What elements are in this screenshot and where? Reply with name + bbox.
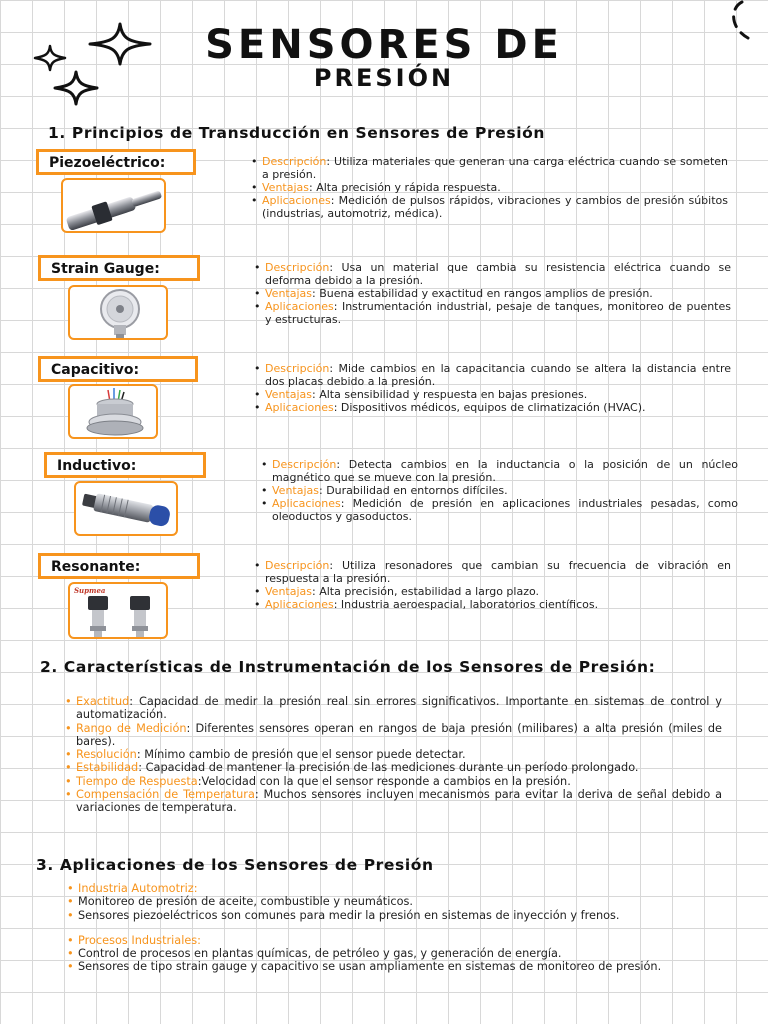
applications-list (78, 882, 722, 974)
list-item (76, 775, 722, 788)
vent-text: : Durabilidad en entornos difíciles. (319, 484, 508, 497)
item-text: : Diferentes sensores operan en rangos de baja presión (milibares) a alta presión (miles de bares). (76, 721, 722, 748)
desc-key: Descripción (265, 559, 330, 572)
vent-text: : Alta sensibilidad y respuesta en bajas presiones. (312, 388, 588, 401)
sensor-desc-strain-gauge (265, 261, 731, 326)
apl-text: : Instrumentación industrial, pesaje de tanques, monitoreo de puentes y estructuras. (265, 300, 731, 326)
desc-key: Descripción (265, 362, 330, 375)
characteristics-list (76, 695, 722, 815)
list-item (76, 722, 722, 749)
sensor-desc-inductivo (272, 458, 738, 523)
desc-text: : Detecta cambios en la inductancia o la posición de un núcleo magnético que se mueve con la presión. (272, 458, 738, 484)
item-text: : Muchos sensores incluyen mecanismos para evitar la deriva de señal debido a variaciones de temperatura. (76, 788, 722, 815)
item-key: Tiempo de Respuesta (76, 774, 198, 788)
desc-text: : Utiliza resonadores que cambian su frecuencia de vibración en respuesta a la presión. (265, 559, 731, 585)
item-key: Resolución (76, 748, 137, 762)
item-text: : Mínimo cambio de presión que el sensor puede detectar. (136, 748, 466, 762)
group-heading-industriales: • Procesos Industriales: (78, 934, 722, 947)
apl-text: : Dispositivos médicos, equipos de climatización (HVAC). (333, 401, 646, 414)
apl-text: : Industria aeroespacial, laboratorios científicos. (333, 598, 599, 611)
list-item (76, 695, 722, 722)
vent-key: Ventajas (272, 484, 319, 497)
section-3-title: 3. Aplicaciones de los Sensores de Presión (36, 856, 434, 874)
apl-key: Aplicaciones (265, 300, 334, 313)
desc-text: : Utiliza materiales que generan una carga eléctrica cuando se someten a presión. (262, 155, 728, 181)
item-text: : Capacidad de mantener la precisión de las mediciones durante un período prolongado. (138, 761, 639, 775)
sensor-label-capacitivo: Capacitivo: (38, 356, 198, 382)
sensor-desc-piezoelectrico (262, 155, 728, 220)
item-key: Rango de Medición (76, 721, 187, 735)
apl-key: Aplicaciones (272, 497, 341, 510)
page-subtitle: PRESIÓN (313, 64, 455, 92)
vent-text: : Buena estabilidad y exactitud en rangos amplios de presión. (312, 287, 653, 300)
page-title: SENSORES DE (205, 22, 563, 68)
sensor-desc-capacitivo (265, 362, 731, 414)
list-item (76, 788, 722, 815)
sensor-desc-resonante (265, 559, 731, 611)
piezoelectric-sensor-image (61, 178, 166, 233)
desc-key: Descripción (262, 155, 327, 168)
inductive-sensor-image (74, 481, 178, 536)
item-key: Estabilidad (76, 761, 139, 775)
apl-text: : Medición de pulsos rápidos, vibraciones y cambios de presión súbitos (industrias, automotriz, médica). (262, 194, 728, 220)
brand-logo: Supmea (74, 586, 106, 595)
list-item: • Sensores piezoeléctricos son comunes para medir la presión en sistemas de inyección y frenos. (78, 909, 722, 922)
vent-key: Ventajas (265, 287, 312, 300)
sensor-label-resonante: Resonante: (38, 553, 200, 579)
apl-key: Aplicaciones (265, 598, 334, 611)
resonant-sensor-image (68, 582, 168, 639)
desc-key: Descripción (272, 458, 337, 471)
capacitive-sensor-image (68, 384, 158, 439)
item-text: :Velocidad con la que el sensor responde a cambios en la presión. (197, 774, 571, 788)
item-text: : Capacidad de medir la presión real sin errores significativos. Importante en sistemas de control y automatización. (76, 695, 722, 722)
section-1-title: 1. Principios de Transducción en Sensores de Presión (48, 124, 545, 142)
list-item (76, 761, 722, 774)
section-2-title: 2. Características de Instrumentación de los Sensores de Presión: (40, 658, 656, 676)
strain-gauge-sensor-image (68, 285, 168, 340)
vent-text: : Alta precisión, estabilidad a largo plazo. (312, 585, 540, 598)
list-item (76, 748, 722, 761)
sensor-label-piezoelectrico: Piezoeléctrico: (36, 149, 196, 175)
sensor-label-inductivo: Inductivo: (44, 452, 206, 478)
item-key: Exactitud (76, 695, 130, 708)
vent-text: : Alta precisión y rápida respuesta. (309, 181, 501, 194)
sensor-label-strain-gauge: Strain Gauge: (38, 255, 200, 281)
item-key: Compensación de Temperatura (76, 788, 255, 802)
group-heading-automotriz: • Industria Automotriz: (78, 882, 722, 895)
apl-key: Aplicaciones (262, 194, 331, 207)
apl-text: : Medición de presión en aplicaciones industriales pesadas, como oleoductos y gasoductos. (272, 497, 738, 523)
list-item: • Sensores de tipo strain gauge y capacitivo se usan ampliamente en sistemas de monitoreo de presión. (78, 960, 722, 973)
desc-key: Descripción (265, 261, 330, 274)
list-item: • Monitoreo de presión de aceite, combustible y neumáticos. (78, 895, 722, 908)
list-item: • Control de procesos en plantas químicas, de petróleo y gas, y generación de energía. (78, 947, 722, 960)
apl-key: Aplicaciones (265, 401, 334, 414)
vent-key: Ventajas (262, 181, 309, 194)
vent-key: Ventajas (265, 585, 312, 598)
desc-text: : Mide cambios en la capacitancia cuando se altera la distancia entre dos placas debido a la presión. (265, 362, 731, 388)
desc-text: : Usa un material que cambia su resistencia eléctrica cuando se deforma debido a la presión. (265, 261, 731, 287)
vent-key: Ventajas (265, 388, 312, 401)
